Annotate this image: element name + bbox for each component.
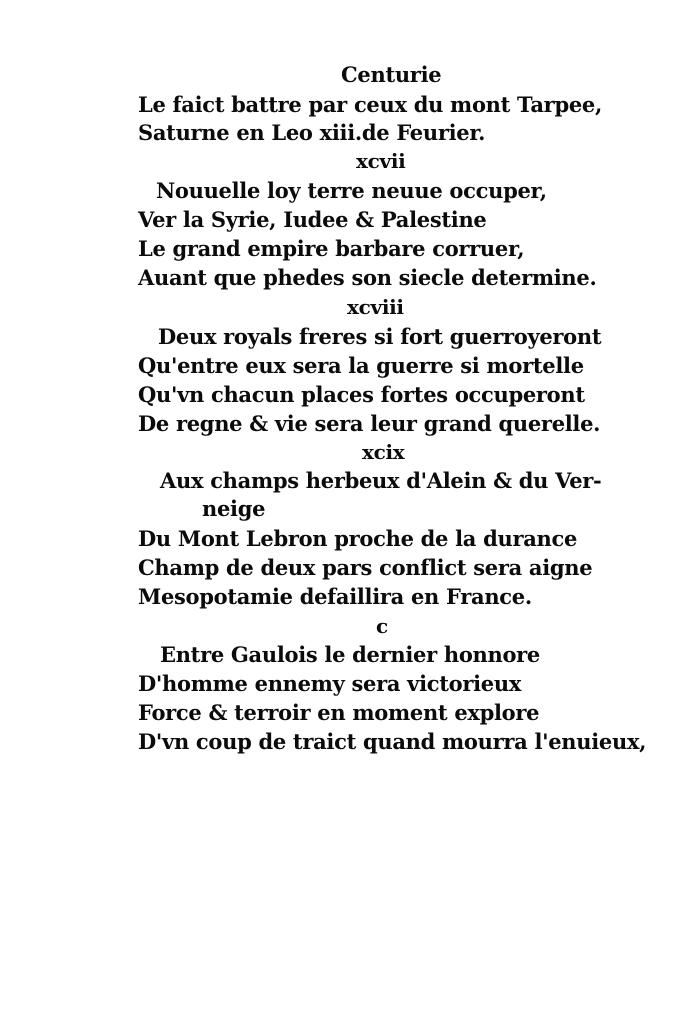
verse-line: Le faict battre par ceux du mont Tarpee,	[138, 92, 602, 117]
verse-line: D'vn coup de traict quand mourra l'enuieux,	[138, 729, 647, 754]
verse-line: Ver la Syrie, Iudee & Palestine	[138, 207, 487, 232]
verse-line: Mesopotamie defaillira en France.	[138, 584, 532, 609]
verse-line: Entre Gaulois le dernier honnore	[160, 642, 540, 667]
verse-line: neige	[202, 496, 266, 521]
verse-line: Deux royals freres si fort guerroyeront	[158, 324, 602, 349]
quatrain-number: xcix	[362, 440, 405, 464]
verse-line: Qu'entre eux sera la guerre si mortelle	[138, 353, 584, 378]
verse-line: Force & terroir en moment explore	[138, 700, 540, 725]
quatrain-number: c	[376, 614, 388, 638]
running-head: Centurie	[341, 62, 442, 87]
quatrain-number: xcvii	[356, 149, 406, 173]
verse-line: Le grand empire barbare corruer,	[138, 236, 525, 261]
verse-line: D'homme ennemy sera victorieux	[138, 671, 522, 696]
verse-line: Saturne en Leo xiii.de Feurier.	[138, 120, 486, 145]
verse-line: Du Mont Lebron proche de la durance	[138, 526, 578, 551]
verse-line: Champ de deux pars conflict sera aigne	[138, 555, 593, 580]
quatrain-number: xcviii	[347, 295, 404, 319]
verse-line: Nouuelle loy terre neuue occuper,	[156, 178, 547, 203]
verse-line: Auant que phedes son siecle determine.	[138, 265, 597, 290]
verse-line: Qu'vn chacun places fortes occuperont	[138, 382, 585, 407]
verse-line: Aux champs herbeux d'Alein & du Ver-	[160, 468, 602, 493]
verse-line: De regne & vie sera leur grand querelle.	[138, 411, 601, 436]
